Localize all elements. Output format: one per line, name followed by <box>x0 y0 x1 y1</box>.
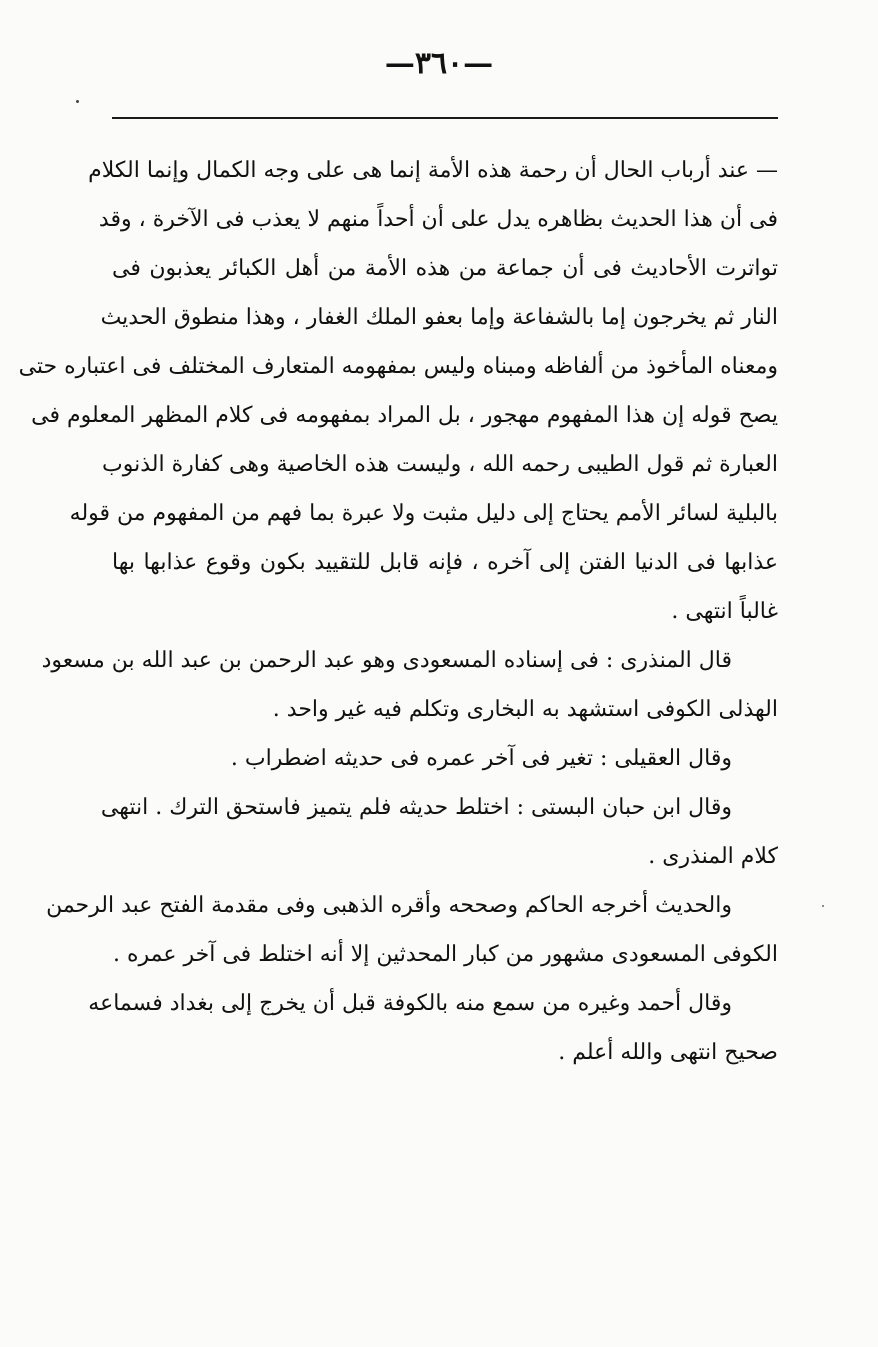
paragraph <box>41 636 778 734</box>
text-line: الهذلى الكوفى استشهد به البخارى وتكلم فيه غير واحد . <box>272 697 778 722</box>
text-line: وقال ابن حبان البستى : اختلط حديثه فلم يتميز فاستحق الترك . انتهى <box>100 795 732 820</box>
page-number: —٣٦٠— <box>384 46 494 81</box>
text-line: وقال أحمد وغيره من سمع منه بالكوفة قبل أن يخرج إلى بغداد فسماعه <box>88 991 732 1016</box>
paragraph <box>112 734 778 783</box>
scan-speck <box>76 100 79 103</box>
paragraph <box>18 146 778 636</box>
text-line: غالباً انتهى . <box>671 599 778 624</box>
paragraph <box>100 783 778 881</box>
text-line: النار ثم يخرجون إما بالشفاعة وإما بعفو الملك الغفار ، وهذا منطوق الحديث <box>100 305 778 330</box>
text-line: تواترت الأحاديث فى أن جماعة من هذه الأمة من أهل الكبائر يعذبون فى <box>112 256 778 281</box>
header-rule <box>112 117 778 119</box>
text-line: كلام المنذرى . <box>648 844 778 869</box>
text-line: صحيح انتهى والله أعلم . <box>558 1040 778 1065</box>
text-line: قال المنذرى : فى إسناده المسعودى وهو عبد الرحمن بن عبد الله بن مسعود <box>41 648 732 673</box>
text-line: فى أن هذا الحديث بظاهره يدل على أن أحداً منهم لا يعذب فى الآخرة ، وقد <box>98 207 778 232</box>
scan-speck <box>822 905 824 907</box>
text-line: ومعناه المأخوذ من ألفاظه ومبناه وليس بمفهومه المتعارف المختلف فى اعتباره حتى <box>18 354 778 379</box>
text-line: بالبلية لسائر الأمم يحتاج إلى دليل مثبت ولا عبرة بما فهم من المفهوم من قوله <box>69 501 778 526</box>
text-line: الكوفى المسعودى مشهور من كبار المحدثين إلا أنه اختلط فى آخر عمره . <box>113 942 778 967</box>
paragraph <box>88 979 778 1077</box>
text-line: عذابها فى الدنيا الفتن إلى آخره ، فإنه قابل للتقييد بكون وقوع عذابها بها <box>112 550 778 575</box>
text-line: العبارة ثم قول الطيبى رحمه الله ، وليست هذه الخاصية وهى كفارة الذنوب <box>102 452 778 477</box>
paragraph <box>46 881 778 979</box>
text-line: — عند أرباب الحال أن رحمة هذه الأمة إنما هى على وجه الكمال وإنما الكلام <box>88 158 778 183</box>
text-line: يصح قوله إن هذا المفهوم مهجور ، بل المراد بمفهومه فى كلام المظهر المعلوم فى <box>31 403 778 428</box>
page-body <box>18 146 778 1077</box>
text-line: وقال العقيلى : تغير فى آخر عمره فى حديثه اضطراب . <box>230 746 732 771</box>
text-line: والحديث أخرجه الحاكم وصححه وأقره الذهبى وفى مقدمة الفتح عبد الرحمن <box>46 893 732 918</box>
